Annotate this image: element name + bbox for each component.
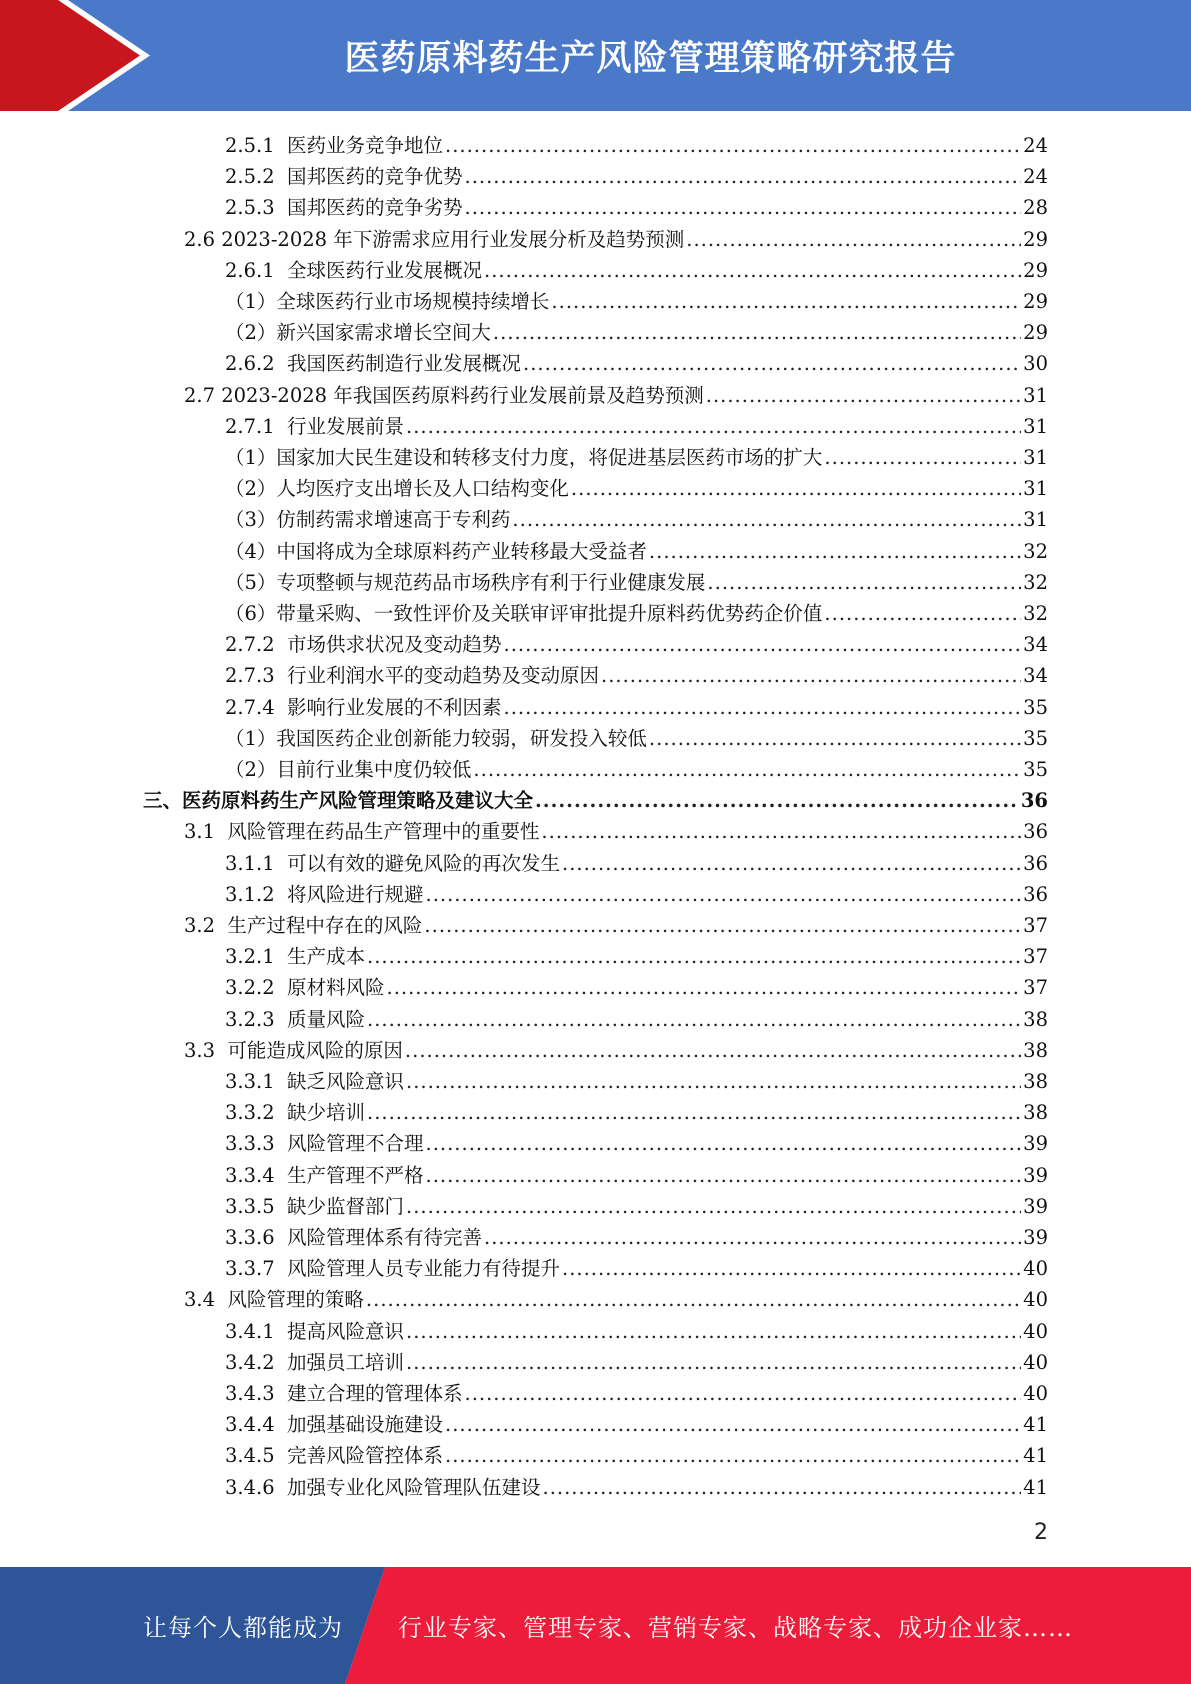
toc-entry[interactable]	[184, 1032, 1048, 1063]
toc-entry[interactable]	[184, 813, 1048, 844]
toc-dot-leader	[406, 1351, 1021, 1375]
report-title: 医药原料药生产风险管理策略研究报告	[344, 38, 957, 79]
toc-entry[interactable]	[225, 1125, 1048, 1156]
toc-dot-leader	[523, 352, 1021, 376]
toc-entry-page: 35	[1023, 695, 1048, 719]
toc-dot-leader	[601, 664, 1021, 688]
toc-entry[interactable]	[184, 377, 1048, 408]
toc-dot-leader	[465, 196, 1022, 220]
toc-entry-label: 3.3.7 风险管理人员专业能力有待提升	[225, 1257, 561, 1281]
toc-entry[interactable]	[225, 1219, 1048, 1250]
toc-entry-page: 31	[1023, 414, 1048, 438]
toc-entry-page: 40	[1023, 1382, 1048, 1405]
toc-dot-leader	[426, 1132, 1022, 1156]
toc-entry-page: 34	[1023, 633, 1048, 657]
toc-entry-label: 3.1.2 将风险进行规避	[225, 882, 424, 906]
toc-entry-page: 30	[1023, 352, 1048, 376]
toc-entry[interactable]	[225, 1313, 1048, 1344]
toc-entry-label: （1）国家加大民生建设和转移支付力度，将促进基层医药市场的扩大	[225, 446, 823, 469]
toc-entry-label: 三、医药原料药生产风险管理策略及建议大全	[143, 789, 534, 813]
footer-banner	[0, 1567, 1191, 1684]
toc-entry-page: 39	[1023, 1194, 1048, 1218]
toc-dot-leader	[406, 1070, 1021, 1094]
toc-entry-page: 41	[1023, 1444, 1048, 1468]
toc-entry-page: 29	[1023, 258, 1048, 282]
toc-dot-leader	[824, 446, 1021, 470]
toc-entry-label: 3.2.3 质量风险	[225, 1007, 366, 1031]
toc-entry[interactable]	[225, 439, 1048, 470]
toc-dot-leader	[686, 228, 1021, 252]
toc-entry-page: 36	[1023, 851, 1048, 875]
toc-dot-leader	[367, 1101, 1021, 1125]
toc-entry-label: 3.4.2 加强员工培训	[225, 1350, 405, 1374]
toc-entry-page: 32	[1023, 570, 1048, 594]
toc-entry-label: 3.4 风险管理的策略	[184, 1288, 364, 1312]
toc-entry[interactable]	[225, 127, 1048, 158]
toc-entry-page: 37	[1023, 914, 1048, 937]
toc-entry-page: 35	[1023, 758, 1048, 781]
toc-dot-leader	[649, 540, 1021, 564]
toc-dot-leader	[535, 789, 1019, 813]
toc-entry-page: 40	[1023, 1350, 1048, 1374]
toc-entry-page: 36	[1023, 882, 1048, 906]
toc-dot-leader	[484, 259, 1021, 283]
toc-entry-label: （5）专项整顿与规范药品市场秩序有利于行业健康发展	[225, 570, 706, 594]
toc-entry[interactable]	[225, 408, 1048, 439]
toc-entry-page: 31	[1023, 446, 1048, 469]
toc-entry-page: 40	[1023, 1319, 1048, 1343]
toc-dot-leader	[571, 477, 1021, 501]
toc-entry-label: 3.3.6 风险管理体系有待完善	[225, 1226, 483, 1249]
toc-entry[interactable]	[225, 470, 1048, 501]
toc-entry[interactable]	[225, 720, 1048, 751]
toc-entry-label: 3.1 风险管理在药品生产管理中的重要性	[184, 820, 540, 844]
toc-entry-page: 41	[1023, 1413, 1048, 1437]
toc-entry-label: （1）我国医药企业创新能力较弱，研发投入较低	[225, 726, 647, 750]
toc-entry-page: 28	[1023, 196, 1048, 220]
toc-entry[interactable]	[225, 1375, 1048, 1406]
toc-entry-label: 3.2.1 生产成本	[225, 945, 366, 969]
toc-dot-leader	[406, 1320, 1021, 1344]
toc-dot-leader	[406, 1195, 1021, 1219]
toc-entry[interactable]	[184, 907, 1048, 938]
toc-entry[interactable]	[143, 782, 1048, 813]
toc-entry-page: 39	[1023, 1132, 1048, 1156]
toc-dot-leader	[551, 290, 1021, 314]
toc-dot-leader	[406, 415, 1021, 439]
toc-entry-page: 31	[1023, 383, 1048, 407]
toc-dot-leader	[426, 883, 1022, 907]
toc-entry-label: 2.6.2 我国医药制造行业发展概况	[225, 352, 522, 376]
toc-entry[interactable]	[225, 969, 1048, 1000]
toc-dot-leader	[367, 945, 1021, 969]
toc-entry-page: 35	[1023, 726, 1048, 750]
toc-entry[interactable]	[225, 283, 1048, 314]
chevron-arrow-icon	[0, 0, 160, 111]
toc-entry[interactable]	[225, 689, 1048, 720]
toc-entry[interactable]	[225, 1250, 1048, 1281]
toc-dot-leader	[562, 852, 1021, 876]
toc-entry[interactable]	[225, 1094, 1048, 1125]
toc-entry[interactable]	[225, 1188, 1048, 1219]
toc-entry[interactable]	[225, 1157, 1048, 1188]
toc-entry[interactable]	[225, 1001, 1048, 1032]
toc-entry-label: （2）人均医疗支出增长及人口结构变化	[225, 477, 569, 501]
toc-entry[interactable]	[225, 501, 1048, 532]
toc-dot-leader	[824, 602, 1021, 626]
toc-dot-leader	[367, 1008, 1021, 1032]
toc-entry-label: 2.7 2023-2028 年我国医药原料药行业发展前景及趋势预测	[184, 383, 704, 407]
toc-entry-page: 36	[1020, 789, 1048, 813]
toc-entry-page: 32	[1023, 539, 1048, 563]
toc-entry[interactable]	[225, 314, 1048, 345]
toc-entry-label: （1）全球医药行业市场规模持续增长	[225, 290, 550, 313]
toc-entry-page: 40	[1023, 1257, 1048, 1281]
toc-entry-label: 2.5.3 国邦医药的竞争劣势	[225, 196, 463, 220]
toc-dot-leader	[562, 1257, 1021, 1281]
toc-entry-page: 39	[1023, 1226, 1048, 1249]
toc-entry-label: （4）中国将成为全球原料药产业转移最大受益者	[225, 539, 647, 563]
toc-dot-leader	[445, 134, 1021, 158]
toc-entry-page: 24	[1023, 134, 1048, 157]
toc-entry[interactable]	[225, 657, 1048, 688]
toc-entry-page: 38	[1023, 1038, 1048, 1062]
toc-entry[interactable]	[225, 564, 1048, 595]
toc-entry-page: 38	[1023, 1007, 1048, 1031]
toc-entry[interactable]	[225, 1344, 1048, 1375]
toc-entry-label: 3.2 生产过程中存在的风险	[184, 914, 423, 937]
toc-entry-label: 2.5.1 医药业务竞争地位	[225, 134, 444, 157]
toc-dot-leader	[426, 1164, 1022, 1188]
toc-entry-page: 24	[1023, 165, 1048, 189]
toc-entry[interactable]	[225, 345, 1048, 376]
toc-entry[interactable]	[225, 845, 1048, 876]
toc-entry-label: 3.3.2 缺少培训	[225, 1101, 366, 1125]
toc-entry-label: 2.6.1 全球医药行业发展概况	[225, 258, 483, 282]
toc-entry[interactable]	[225, 751, 1048, 782]
toc-dot-leader	[473, 758, 1021, 782]
toc-dot-leader	[649, 727, 1021, 751]
toc-entry-label: 2.7.1 行业发展前景	[225, 414, 405, 438]
toc-entry[interactable]	[225, 626, 1048, 657]
toc-dot-leader	[445, 1413, 1021, 1437]
toc-dot-leader	[465, 1382, 1022, 1406]
toc-entry-page: 36	[1023, 820, 1048, 844]
toc-dot-leader	[541, 820, 1021, 844]
page-number: 2	[1034, 1520, 1048, 1545]
toc-dot-leader	[366, 1288, 1021, 1312]
toc-entry-page: 31	[1023, 477, 1048, 501]
toc-dot-leader	[484, 1226, 1021, 1250]
toc-entry-label: （6）带量采购、一致性评价及关联审评审批提升原料药优势药企价值	[225, 602, 823, 625]
toc-entry[interactable]	[225, 1437, 1048, 1468]
toc-entry-label: 2.6 2023-2028 年下游需求应用行业发展分析及趋势预测	[184, 227, 685, 251]
toc-entry[interactable]	[225, 533, 1048, 564]
toc-entry-label: 3.4.1 提高风险意识	[225, 1319, 405, 1343]
toc-entry-page: 29	[1023, 321, 1048, 345]
toc-entry-page: 40	[1023, 1288, 1048, 1312]
toc-dot-leader	[512, 508, 1021, 532]
toc-entry-page: 31	[1023, 508, 1048, 532]
toc-entry[interactable]	[225, 1063, 1048, 1094]
toc-entry-label: 2.7.4 影响行业发展的不利因素	[225, 695, 502, 719]
toc-entry-page: 39	[1023, 1163, 1048, 1187]
toc-dot-leader	[493, 321, 1021, 345]
toc-entry[interactable]	[225, 1406, 1048, 1437]
toc-dot-leader	[707, 571, 1021, 595]
toc-dot-leader	[387, 976, 1022, 1000]
toc-dot-leader	[424, 914, 1021, 938]
toc-entry-label: 2.7.3 行业利润水平的变动趋势及变动原因	[225, 664, 600, 688]
toc-entry-page: 38	[1023, 1101, 1048, 1125]
toc-entry-page: 37	[1023, 945, 1048, 969]
toc-entry-label: 2.7.2 市场供求状况及变动趋势	[225, 633, 502, 657]
toc-entry-label: 3.3.3 风险管理不合理	[225, 1132, 424, 1156]
toc-entry[interactable]	[225, 189, 1048, 220]
toc-entry-page: 37	[1023, 976, 1048, 1000]
toc-entry-label: 3.1.1 可以有效的避免风险的再次发生	[225, 851, 561, 875]
toc-dot-leader	[504, 696, 1022, 720]
toc-dot-leader	[445, 1444, 1021, 1468]
toc-entry[interactable]	[225, 158, 1048, 189]
toc-entry-label: 2.5.2 国邦医药的竞争优势	[225, 165, 463, 189]
toc-entry-label: 3.3.5 缺少监督部门	[225, 1194, 405, 1218]
toc-entry-page: 29	[1023, 290, 1048, 313]
toc-dot-leader	[706, 384, 1021, 408]
header-banner	[0, 0, 1191, 111]
toc-entry-label: （2）新兴国家需求增长空间大	[225, 321, 491, 345]
toc-entry[interactable]	[225, 876, 1048, 907]
toc-dot-leader	[543, 1476, 1022, 1500]
toc-entry-label: 3.3.1 缺乏风险意识	[225, 1070, 405, 1093]
toc-dot-leader	[405, 1039, 1021, 1063]
toc-dot-leader	[465, 165, 1022, 189]
toc-entry-label: 3.4.4 加强基础设施建设	[225, 1413, 444, 1437]
toc-entry-label: 3.4.5 完善风险管控体系	[225, 1444, 444, 1468]
toc-entry-page: 38	[1023, 1070, 1048, 1093]
toc-entry-label: 3.3 可能造成风险的原因	[184, 1038, 403, 1062]
toc-entry-page: 29	[1023, 227, 1048, 251]
toc-entry[interactable]	[225, 252, 1048, 283]
footer-slogan-left: 让每个人都能成为	[143, 1614, 343, 1642]
toc-entry-label: 3.4.3 建立合理的管理体系	[225, 1382, 463, 1405]
footer-slogan-right: 行业专家、管理专家、营销专家、战略专家、成功企业家……	[398, 1614, 1073, 1642]
toc-entry[interactable]	[184, 1281, 1048, 1312]
toc-entry[interactable]	[225, 595, 1048, 626]
toc-entry-page: 34	[1023, 664, 1048, 688]
toc-entry-label: 3.4.6 加强专业化风险管理队伍建设	[225, 1475, 541, 1499]
toc-entry[interactable]	[225, 1469, 1048, 1500]
toc-entry-label: （3）仿制药需求增速高于专利药	[225, 508, 511, 532]
toc-entry-page: 32	[1023, 602, 1048, 625]
toc-entry[interactable]	[225, 938, 1048, 969]
toc-entry-label: （2）目前行业集中度仍较低	[225, 758, 472, 781]
toc-entry[interactable]	[184, 221, 1048, 252]
toc-entry-page: 41	[1023, 1475, 1048, 1499]
toc-entry-label: 3.2.2 原材料风险	[225, 976, 385, 1000]
toc-dot-leader	[504, 633, 1022, 657]
toc-entry-label: 3.3.4 生产管理不严格	[225, 1163, 424, 1187]
